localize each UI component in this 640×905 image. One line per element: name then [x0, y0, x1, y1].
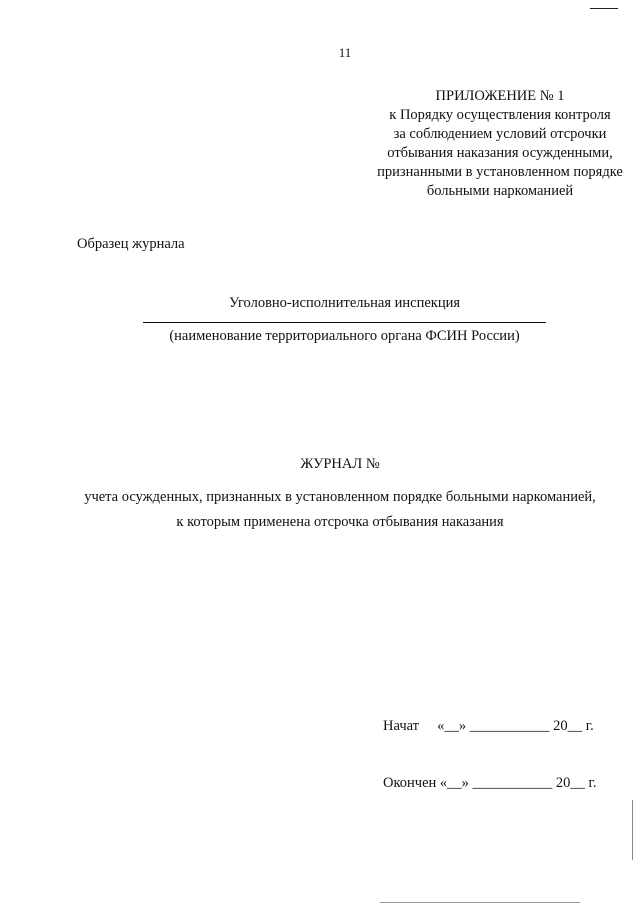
appendix-line: признанными в установленном порядке: [377, 164, 623, 180]
scan-artifact: [590, 8, 618, 9]
page-number: 11: [338, 45, 352, 60]
appendix-title: ПРИЛОЖЕНИЕ № 1: [435, 88, 565, 104]
sample-label: Образец журнала: [77, 236, 185, 252]
appendix-line: к Порядку осуществления контроля: [389, 107, 611, 123]
organization-underline: [143, 322, 546, 323]
appendix-line: больными наркоманией: [426, 183, 574, 199]
scan-artifact: [632, 800, 633, 860]
journal-title: ЖУРНАЛ №: [300, 456, 380, 472]
journal-subtitle-line: учета осужденных, признанных в установленном порядке больными наркоманией,: [84, 489, 596, 505]
organization-caption: (наименование территориального органа ФСИН России): [169, 328, 520, 344]
scan-artifact: [380, 902, 580, 903]
dates-block: [383, 679, 596, 812]
organization-name: Уголовно-исполнительная инспекция: [228, 295, 461, 311]
journal-subtitle-line: к которым применена отсрочка отбывания наказания: [176, 514, 504, 530]
appendix-block: [350, 87, 640, 201]
started-date: Начат «__» ___________ 20__ г.: [383, 718, 594, 734]
appendix-line: за соблюдением условий отсрочки: [393, 126, 607, 142]
finished-date: Окончен «__» ___________ 20__ г.: [383, 775, 597, 791]
appendix-line: отбывания наказания осужденными,: [387, 145, 613, 161]
